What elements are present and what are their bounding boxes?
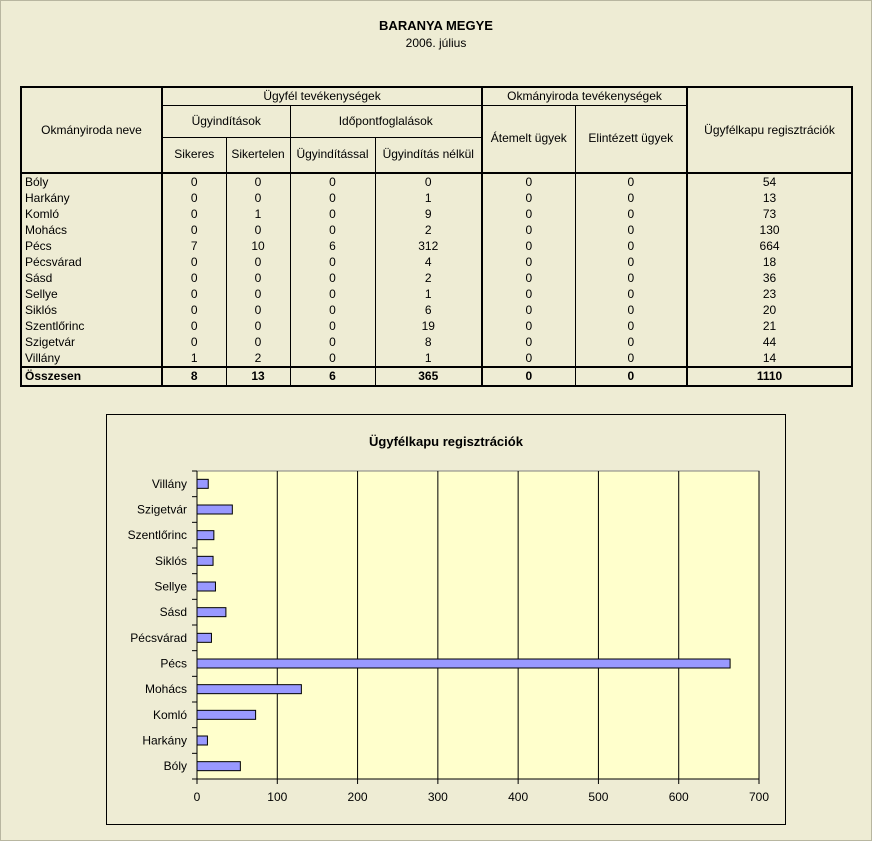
cell-unsuccessful: 0	[226, 302, 290, 318]
x-tick-label: 400	[508, 790, 529, 804]
bar	[197, 479, 208, 488]
cell-office-name: Pécs	[25, 239, 52, 253]
cell-successful: 1	[162, 350, 226, 367]
total-registrations: 1110	[687, 367, 852, 386]
header-sub-appointments: Időpontfoglalások	[290, 105, 482, 137]
cell-office-name: Szentlőrinc	[25, 319, 85, 333]
cell-registrations: 18	[687, 254, 852, 270]
header-completed: Elintézett ügyek	[575, 105, 687, 173]
cell-transferred: 0	[482, 222, 575, 238]
cell-completed: 0	[575, 222, 687, 238]
cell-without-initiation: 6	[375, 302, 482, 318]
cell-completed: 0	[575, 270, 687, 286]
category-label: Komló	[152, 707, 187, 722]
cell-without-initiation: 1	[375, 286, 482, 302]
cell-with-initiation: 0	[290, 334, 375, 350]
x-tick-label: 700	[748, 790, 770, 804]
table-row	[21, 286, 852, 302]
x-tick-label: 100	[267, 790, 288, 804]
cell-unsuccessful: 0	[226, 173, 290, 190]
bar	[197, 608, 226, 617]
cell-transferred: 0	[482, 190, 575, 206]
chart-svg	[107, 415, 785, 824]
cell-office-name: Siklós	[25, 303, 58, 317]
table-row	[21, 334, 852, 350]
cell-completed: 0	[575, 334, 687, 350]
cell-without-initiation: 19	[375, 318, 482, 334]
page-title: BARANYA MEGYE	[379, 18, 493, 33]
total-without-initiation: 365	[375, 367, 482, 386]
cell-without-initiation: 0	[375, 173, 482, 190]
category-label: Pécs	[160, 656, 187, 671]
category-label: Szentlőrinc	[127, 528, 187, 543]
cell-office-name: Sásd	[25, 271, 53, 285]
cell-transferred: 0	[482, 238, 575, 254]
cell-transferred: 0	[482, 334, 575, 350]
header-group-client: Ügyfél tevékenységek	[162, 87, 482, 105]
bar	[197, 736, 207, 745]
header-office-name: Okmányiroda neve	[41, 122, 142, 137]
cell-registrations: 36	[687, 270, 852, 286]
category-label: Sásd	[159, 605, 187, 620]
cell-successful: 0	[162, 270, 226, 286]
cell-with-initiation: 0	[290, 222, 375, 238]
cell-unsuccessful: 0	[226, 254, 290, 270]
cell-completed: 0	[575, 350, 687, 367]
table-row	[21, 254, 852, 270]
table-row	[21, 222, 852, 238]
page-subtitle: 2006. július	[405, 36, 467, 50]
cell-completed: 0	[575, 190, 687, 206]
total-successful: 8	[162, 367, 226, 386]
table-row	[21, 270, 852, 286]
x-tick-label: 600	[668, 790, 689, 804]
cell-successful: 0	[162, 254, 226, 270]
cell-office-name: Sellye	[25, 287, 58, 301]
cell-unsuccessful: 0	[226, 334, 290, 350]
cell-without-initiation: 1	[375, 350, 482, 367]
total-with-initiation: 6	[290, 367, 375, 386]
cell-office-name: Komló	[25, 207, 60, 221]
cell-registrations: 13	[687, 190, 852, 206]
category-label: Harkány	[142, 733, 187, 748]
table-row	[21, 173, 852, 190]
registrations-chart	[106, 414, 786, 825]
cell-with-initiation: 0	[290, 254, 375, 270]
cell-without-initiation: 8	[375, 334, 482, 350]
cell-registrations: 130	[687, 222, 852, 238]
cell-unsuccessful: 0	[226, 286, 290, 302]
cell-unsuccessful: 0	[226, 222, 290, 238]
cell-with-initiation: 0	[290, 318, 375, 334]
cell-successful: 0	[162, 318, 226, 334]
cell-unsuccessful: 0	[226, 190, 290, 206]
cell-office-name: Harkány	[25, 191, 70, 205]
cell-registrations: 44	[687, 334, 852, 350]
total-office-name: Összesen	[21, 367, 162, 386]
cell-without-initiation: 2	[375, 270, 482, 286]
cell-registrations: 20	[687, 302, 852, 318]
total-row	[21, 367, 852, 386]
x-tick-label: 500	[588, 790, 609, 804]
category-label: Siklós	[154, 553, 187, 568]
cell-without-initiation: 4	[375, 254, 482, 270]
cell-completed: 0	[575, 238, 687, 254]
table-row	[21, 350, 852, 367]
table-row	[21, 302, 852, 318]
bar	[197, 633, 211, 642]
cell-transferred: 0	[482, 254, 575, 270]
cell-registrations: 664	[687, 238, 852, 254]
cell-with-initiation: 0	[290, 206, 375, 222]
cell-with-initiation: 6	[290, 238, 375, 254]
bar	[197, 505, 232, 514]
table-row	[21, 206, 852, 222]
cell-with-initiation: 0	[290, 190, 375, 206]
cell-successful: 0	[162, 286, 226, 302]
category-label: Sellye	[154, 579, 187, 594]
total-completed: 0	[575, 367, 687, 386]
cell-transferred: 0	[482, 270, 575, 286]
table-row	[21, 238, 852, 254]
cell-registrations: 21	[687, 318, 852, 334]
cell-unsuccessful: 1	[226, 206, 290, 222]
cell-without-initiation: 312	[375, 238, 482, 254]
cell-without-initiation: 9	[375, 206, 482, 222]
category-label: Szigetvár	[136, 502, 187, 517]
cell-registrations: 14	[687, 350, 852, 367]
cell-office-name: Villány	[25, 351, 61, 365]
cell-transferred: 0	[482, 318, 575, 334]
bar	[197, 762, 240, 771]
cell-unsuccessful: 0	[226, 318, 290, 334]
cell-office-name: Mohács	[25, 223, 68, 237]
cell-completed: 0	[575, 286, 687, 302]
cell-with-initiation: 0	[290, 286, 375, 302]
cell-successful: 7	[162, 238, 226, 254]
cell-transferred: 0	[482, 286, 575, 302]
table-row	[21, 190, 852, 206]
cell-successful: 0	[162, 334, 226, 350]
header-with-initiation: Ügyindítással	[290, 137, 375, 173]
cell-successful: 0	[162, 173, 226, 190]
bar	[197, 710, 256, 719]
x-tick-label: 300	[427, 790, 448, 804]
category-label: Villány	[151, 476, 187, 491]
header-successful: Sikeres	[162, 137, 226, 173]
cell-registrations: 23	[687, 286, 852, 302]
cell-with-initiation: 0	[290, 302, 375, 318]
cell-unsuccessful: 0	[226, 270, 290, 286]
header-sub-initiations: Ügyindítások	[162, 105, 290, 137]
cell-unsuccessful: 2	[226, 350, 290, 367]
plot-area	[197, 471, 759, 779]
cell-completed: 0	[575, 173, 687, 190]
cell-without-initiation: 1	[375, 190, 482, 206]
header-transferred: Átemelt ügyek	[482, 105, 575, 173]
header-registrations: Ügyfélkapu regisztrációk	[687, 87, 852, 173]
cell-completed: 0	[575, 302, 687, 318]
cell-office-name: Pécsvárad	[25, 255, 82, 269]
cell-with-initiation: 0	[290, 270, 375, 286]
header-without-initiation: Ügyindítás nélkül	[375, 137, 482, 173]
header-unsuccessful: Sikertelen	[226, 137, 290, 173]
chart-title: Ügyfélkapu regisztrációk	[369, 434, 523, 449]
cell-successful: 0	[162, 302, 226, 318]
category-label: Mohács	[144, 682, 187, 697]
header-group-office: Okmányiroda tevékenységek	[482, 87, 687, 105]
cell-completed: 0	[575, 318, 687, 334]
bar	[197, 659, 730, 668]
cell-with-initiation: 0	[290, 173, 375, 190]
x-tick-label: 200	[347, 790, 368, 804]
table-row	[21, 318, 852, 334]
cell-successful: 0	[162, 190, 226, 206]
cell-transferred: 0	[482, 173, 575, 190]
category-label: Bóly	[163, 759, 187, 774]
cell-successful: 0	[162, 206, 226, 222]
cell-unsuccessful: 10	[226, 238, 290, 254]
bar	[197, 582, 215, 591]
data-table	[20, 86, 853, 387]
total-unsuccessful: 13	[226, 367, 290, 386]
cell-transferred: 0	[482, 350, 575, 367]
cell-without-initiation: 2	[375, 222, 482, 238]
category-label: Pécsvárad	[130, 630, 187, 645]
bar	[197, 531, 214, 540]
cell-office-name: Bóly	[21, 173, 162, 190]
cell-successful: 0	[162, 222, 226, 238]
cell-completed: 0	[575, 254, 687, 270]
cell-with-initiation: 0	[290, 350, 375, 367]
cell-completed: 0	[575, 206, 687, 222]
cell-office-name: Szigetvár	[25, 335, 76, 349]
bar	[197, 685, 301, 694]
cell-registrations: 54	[687, 173, 852, 190]
cell-transferred: 0	[482, 206, 575, 222]
cell-registrations: 73	[687, 206, 852, 222]
x-tick-label: 0	[193, 790, 201, 804]
total-transferred: 0	[482, 367, 575, 386]
bar	[197, 556, 213, 565]
cell-transferred: 0	[482, 302, 575, 318]
